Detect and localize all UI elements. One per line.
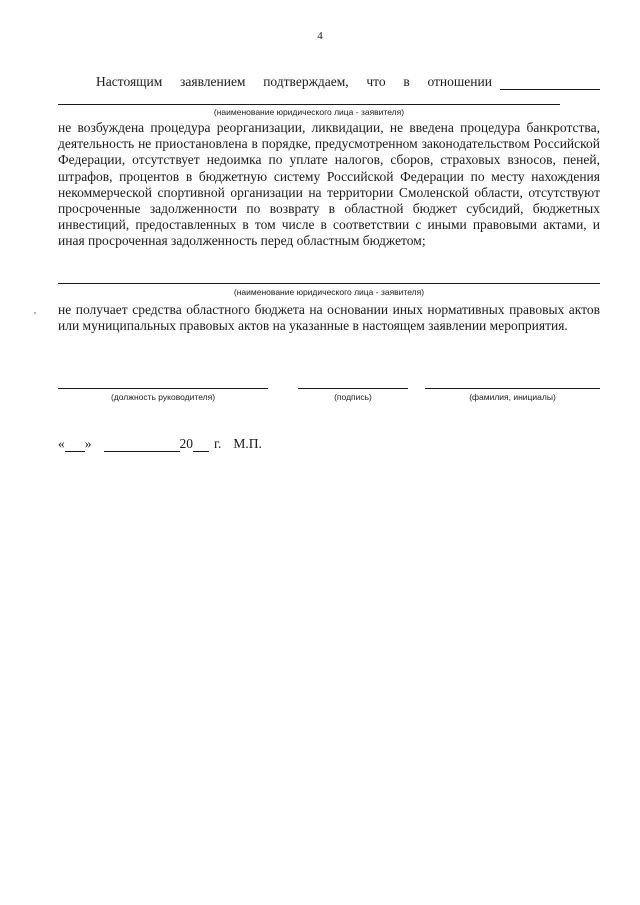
intro-text <box>58 74 500 90</box>
applicant-caption-1: (наименование юридического лица - заявителя) <box>213 107 405 117</box>
applicant-name-line-1 <box>58 104 560 105</box>
intro-word: подтверждаем, <box>263 74 349 89</box>
intro-word: Настоящим <box>96 74 163 89</box>
intro-line <box>58 74 600 90</box>
page-number: 4 <box>317 30 323 42</box>
position-line <box>58 388 268 389</box>
applicant-name-line-2 <box>58 283 600 284</box>
day-blank <box>65 438 85 452</box>
intro-word: что <box>366 74 386 89</box>
applicant-name-blank <box>500 75 600 90</box>
name-caption: (фамилия, инициалы) <box>469 392 556 402</box>
margin-mark <box>34 312 36 314</box>
signature-caption: (подпись) <box>334 392 372 402</box>
year-prefix: 20 <box>179 436 193 451</box>
close-quote: » <box>84 436 92 451</box>
year-suffix: г. <box>214 436 222 451</box>
position-caption: (должность руководителя) <box>110 392 216 402</box>
paragraph-conditions: не возбуждена процедура реорганизации, ликвидации, не введена процедура банкротства, деятельность не приостановлена в порядке, предусмотренном законодательством Российской Федерации, отсутствует недоимка по уплате налогов, сборов, страховых взносов, пеней, штрафов, процентов в бюджетную систему Российской Федерации по месту нахождения некоммерческой спортивной организации на территории Смоленской области, отсутствуют просроченные задолженности по возврату в областной бюджет субсидий, бюджетных инвестиций, предоставленных в том числе в соответствии с иными правовыми актами, и иная просроченная задолженность перед областным бюджетом; <box>58 120 600 249</box>
intro-word: отношении <box>427 74 492 89</box>
applicant-caption-2: (наименование юридического лица - заявителя) <box>233 287 425 297</box>
month-blank <box>104 438 180 452</box>
intro-word: в <box>403 74 410 89</box>
stamp-placeholder: М.П. <box>233 436 262 451</box>
open-quote: « <box>58 436 65 451</box>
intro-word: заявлением <box>180 74 246 89</box>
name-line <box>425 388 600 389</box>
year-blank <box>193 438 209 452</box>
paragraph-funding: не получает средства областного бюджета на основании иных нормативных правовых актов или муниципальных правовых актов на указанные в настоящем заявлении мероприятия. <box>58 302 600 334</box>
signature-line <box>298 388 408 389</box>
date-row <box>58 436 262 452</box>
